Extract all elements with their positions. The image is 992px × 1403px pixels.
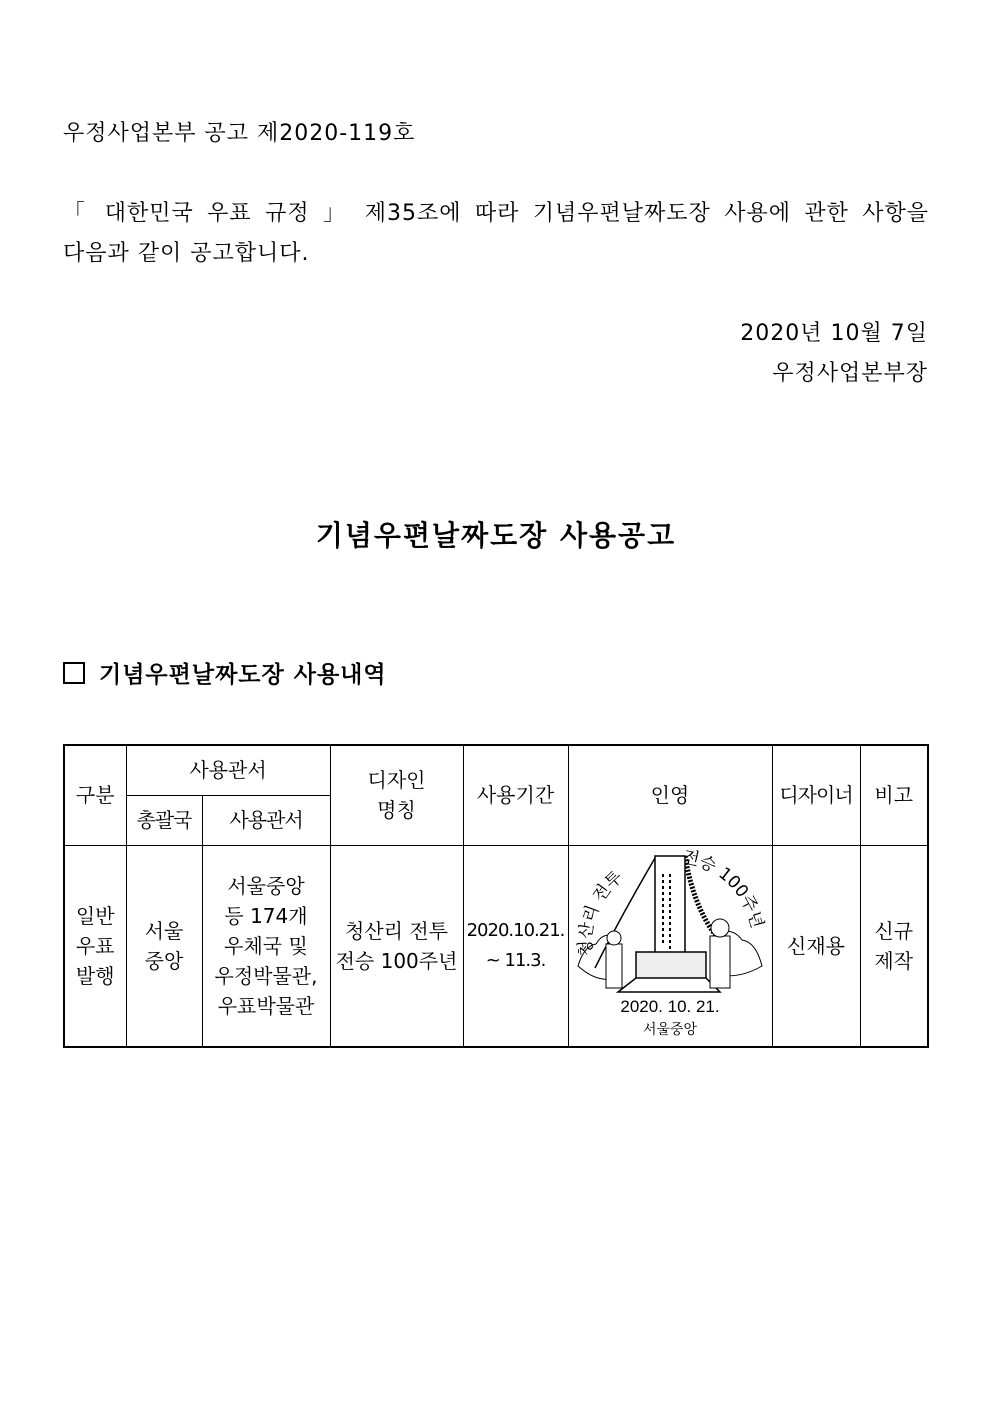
header-design-name (330, 745, 463, 845)
cell-designer: 신재용 (772, 845, 860, 1047)
cell-line: 청산리 전투 (345, 918, 448, 943)
cell-line: 우체국 및 (224, 933, 308, 958)
cell-line: 서울 (144, 918, 184, 943)
cell-line: 발행 (75, 963, 115, 988)
stamp-arc-left: 청산리 전투 (575, 866, 627, 957)
header-design-name-2: 명칭 (377, 798, 416, 823)
header-offices: 사용관서 (126, 745, 330, 795)
checkbox-icon (63, 662, 85, 684)
cell-line: ~ 11.3. (485, 949, 546, 971)
header-design-name-1: 디자인 (367, 768, 426, 793)
cell-line: 제작 (874, 948, 914, 973)
cell-line: 우정박물관, (214, 963, 318, 988)
header-note: 비고 (860, 745, 928, 845)
intro-paragraph-line1: 「 대한민국 우표 규정 」 제35조에 따라 기념우편날짜도장 사용에 관한 사항을 (63, 201, 929, 226)
cell-line: 일반 (75, 903, 115, 928)
header-category: 구분 (64, 745, 126, 845)
issuer: 우정사업본부장 (772, 361, 928, 386)
cell-category (64, 845, 126, 1047)
cell-line: 등 174개 (224, 903, 308, 928)
cell-line: 우표 (75, 933, 115, 958)
stamp-office: 서울중앙 (642, 1021, 698, 1038)
cell-line: 서울중앙 (227, 873, 305, 898)
intro-paragraph-line2: 다음과 같이 공고합니다. (63, 241, 310, 266)
stamp-arc-right: 전승 100주년 (680, 846, 767, 930)
cell-using-offices (202, 845, 330, 1047)
usage-table (63, 744, 929, 1048)
header-impression: 인영 (568, 745, 772, 845)
header-designer: 디자이너 (772, 745, 860, 845)
commemorative-postmark-image (570, 846, 770, 1038)
notice-date: 2020년 10월 7일 (740, 321, 928, 346)
cell-head-office (126, 845, 202, 1047)
cell-period (463, 845, 568, 1047)
cell-impression (568, 845, 772, 1047)
header-head-office: 총괄국 (126, 795, 202, 845)
header-using-offices: 사용관서 (202, 795, 330, 845)
cell-design-name (330, 845, 463, 1047)
cell-line: 신규 (874, 918, 914, 943)
section-heading (63, 656, 387, 689)
stamp-date: 2020. 10. 21. (620, 996, 720, 1016)
cell-line: 전승 100주년 (335, 948, 458, 973)
section-heading-text: 기념우편날짜도장 사용내역 (99, 662, 387, 688)
cell-line: 우표박물관 (217, 993, 315, 1018)
document-title: 기념우편날짜도장 사용공고 (315, 519, 677, 552)
cell-note (860, 845, 928, 1047)
notice-number: 우정사업본부 공고 제2020-119호 (63, 121, 416, 146)
cell-line: 중앙 (144, 948, 184, 973)
header-period: 사용기간 (463, 745, 568, 845)
table-row (64, 845, 928, 1047)
cell-line: 2020.10.21. (466, 919, 565, 941)
